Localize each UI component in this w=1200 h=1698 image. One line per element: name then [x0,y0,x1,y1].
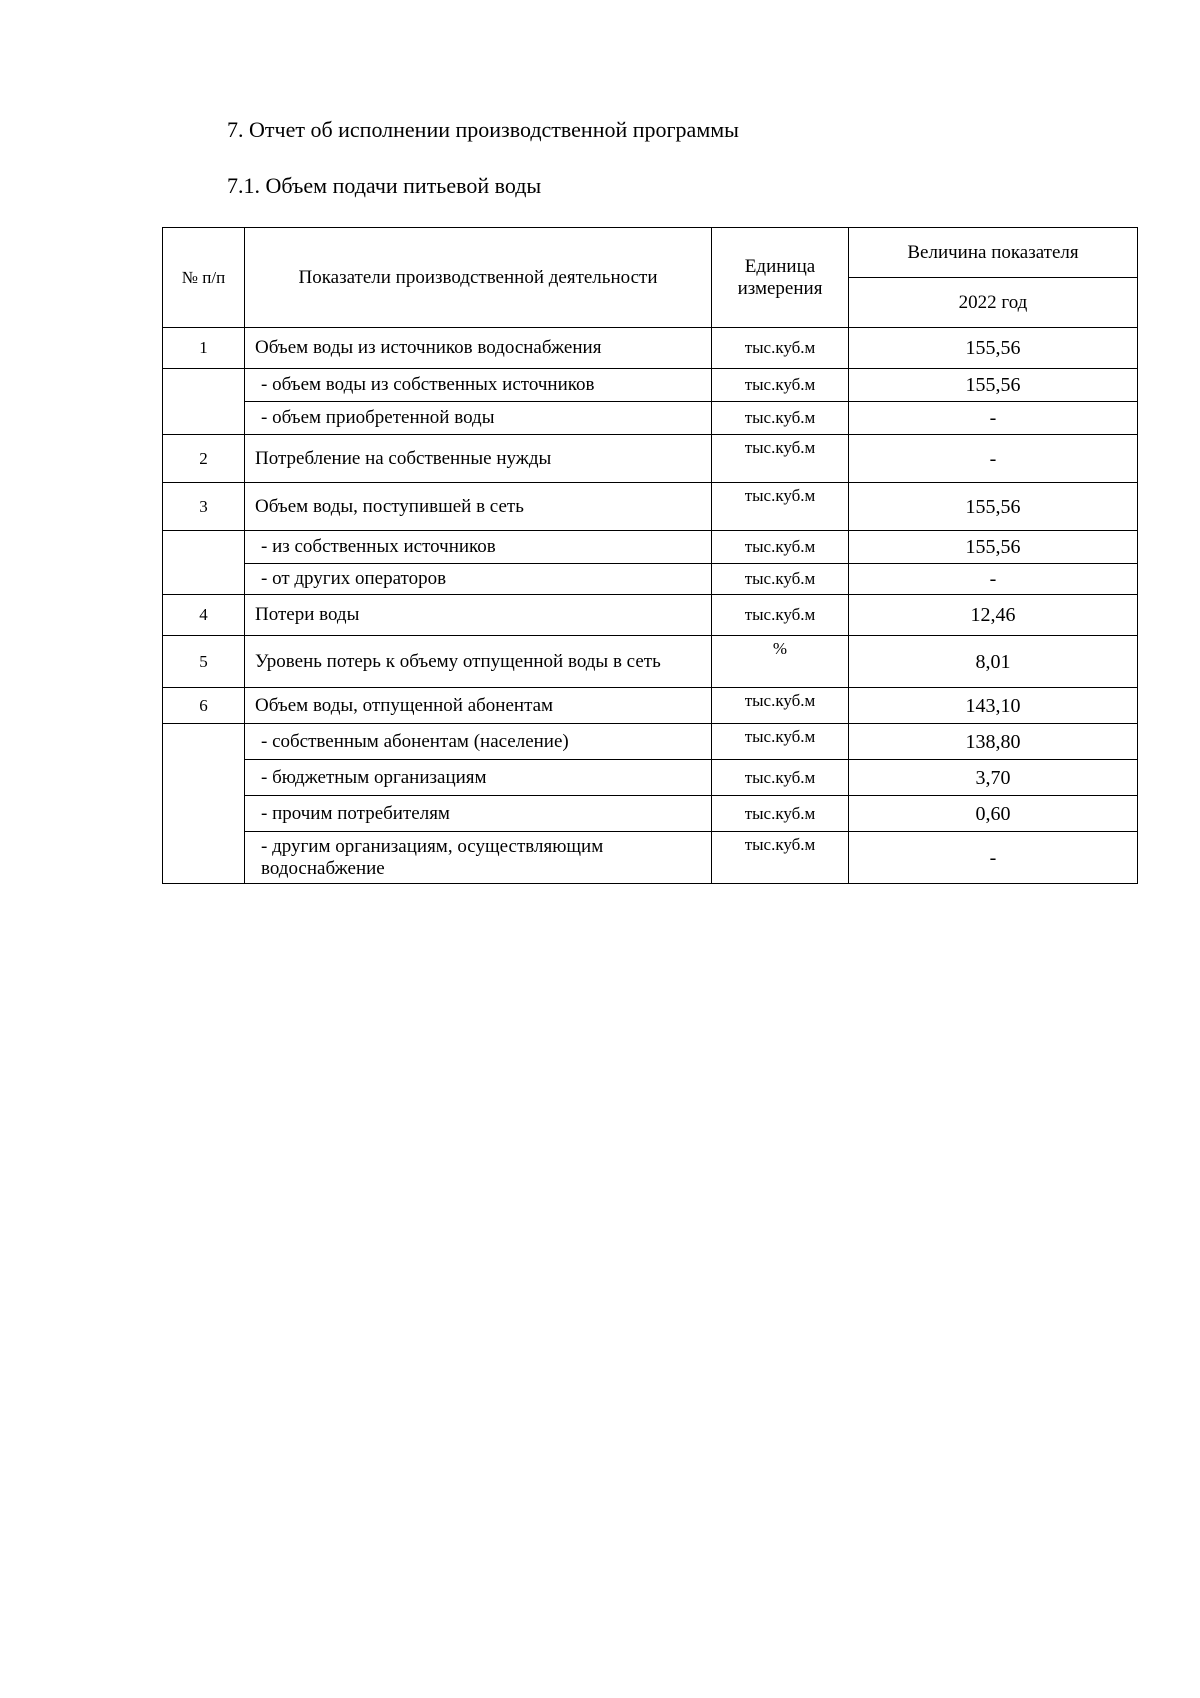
row-number: 5 [163,636,245,688]
header-number: № п/п [163,228,245,328]
table-row [163,724,1138,760]
row-value: - [849,832,1138,884]
row-indicator: - объем приобретенной воды [245,402,712,435]
row-unit: тыс.куб.м [712,483,849,531]
row-value: 8,01 [849,636,1138,688]
table-row [163,796,1138,832]
row-indicator: Потери воды [245,595,712,636]
row-number: 2 [163,435,245,483]
row-unit: тыс.куб.м [712,531,849,564]
table-row [163,832,1138,884]
table-row [163,595,1138,636]
row-number: 4 [163,595,245,636]
section-title: 7. Отчет об исполнении производственной программы [227,117,739,142]
row-indicator: Объем воды, отпущенной абонентам [245,688,712,724]
row-unit: тыс.куб.м [712,328,849,369]
row-indicator: - объем воды из собственных источников [245,369,712,402]
header-unit: Единица измерения [712,228,849,328]
row-number [163,369,245,435]
row-unit: тыс.куб.м [712,796,849,832]
row-value: 0,60 [849,796,1138,832]
row-unit: тыс.куб.м [712,369,849,402]
row-number: 6 [163,688,245,724]
row-value: 12,46 [849,595,1138,636]
row-unit: тыс.куб.м [712,724,849,760]
table-row [163,760,1138,796]
table-row [163,531,1138,564]
row-indicator: - бюджетным организациям [245,760,712,796]
table-row [163,483,1138,531]
row-unit: % [712,636,849,688]
row-unit: тыс.куб.м [712,688,849,724]
row-indicator: - прочим потребителям [245,796,712,832]
row-unit: тыс.куб.м [712,595,849,636]
header-row [163,228,1138,278]
table-row [163,328,1138,369]
row-unit: тыс.куб.м [712,402,849,435]
header-value-group: Величина показателя [849,228,1138,278]
table-row [163,688,1138,724]
row-value: 3,70 [849,760,1138,796]
header-indicator: Показатели производственной деятельности [245,228,712,328]
row-indicator: - из собственных источников [245,531,712,564]
row-indicator: Объем воды из источников водоснабжения [245,328,712,369]
row-number: 1 [163,328,245,369]
row-value: 155,56 [849,369,1138,402]
row-value: 138,80 [849,724,1138,760]
row-number [163,724,245,884]
row-value: 143,10 [849,688,1138,724]
row-number [163,531,245,595]
row-unit: тыс.куб.м [712,564,849,595]
row-value: 155,56 [849,531,1138,564]
row-indicator: - от других операторов [245,564,712,595]
row-indicator: Уровень потерь к объему отпущенной воды в сеть [245,636,712,688]
row-indicator: - другим организациям, осуществляющим водоснабжение [245,832,712,884]
table-row [163,435,1138,483]
row-indicator: Объем воды, поступившей в сеть [245,483,712,531]
header-year: 2022 год [849,278,1138,328]
row-unit: тыс.куб.м [712,832,849,884]
table-row [163,564,1138,595]
row-indicator: Потребление на собственные нужды [245,435,712,483]
row-unit: тыс.куб.м [712,435,849,483]
table-row [163,636,1138,688]
row-indicator: - собственным абонентам (население) [245,724,712,760]
row-value: - [849,435,1138,483]
row-number: 3 [163,483,245,531]
row-value: - [849,402,1138,435]
row-unit: тыс.куб.м [712,760,849,796]
row-value: 155,56 [849,483,1138,531]
row-value: 155,56 [849,328,1138,369]
water-supply-table [162,227,1138,884]
row-value: - [849,564,1138,595]
table-row [163,369,1138,402]
subsection-title: 7.1. Объем подачи питьевой воды [227,173,542,198]
table-row [163,402,1138,435]
